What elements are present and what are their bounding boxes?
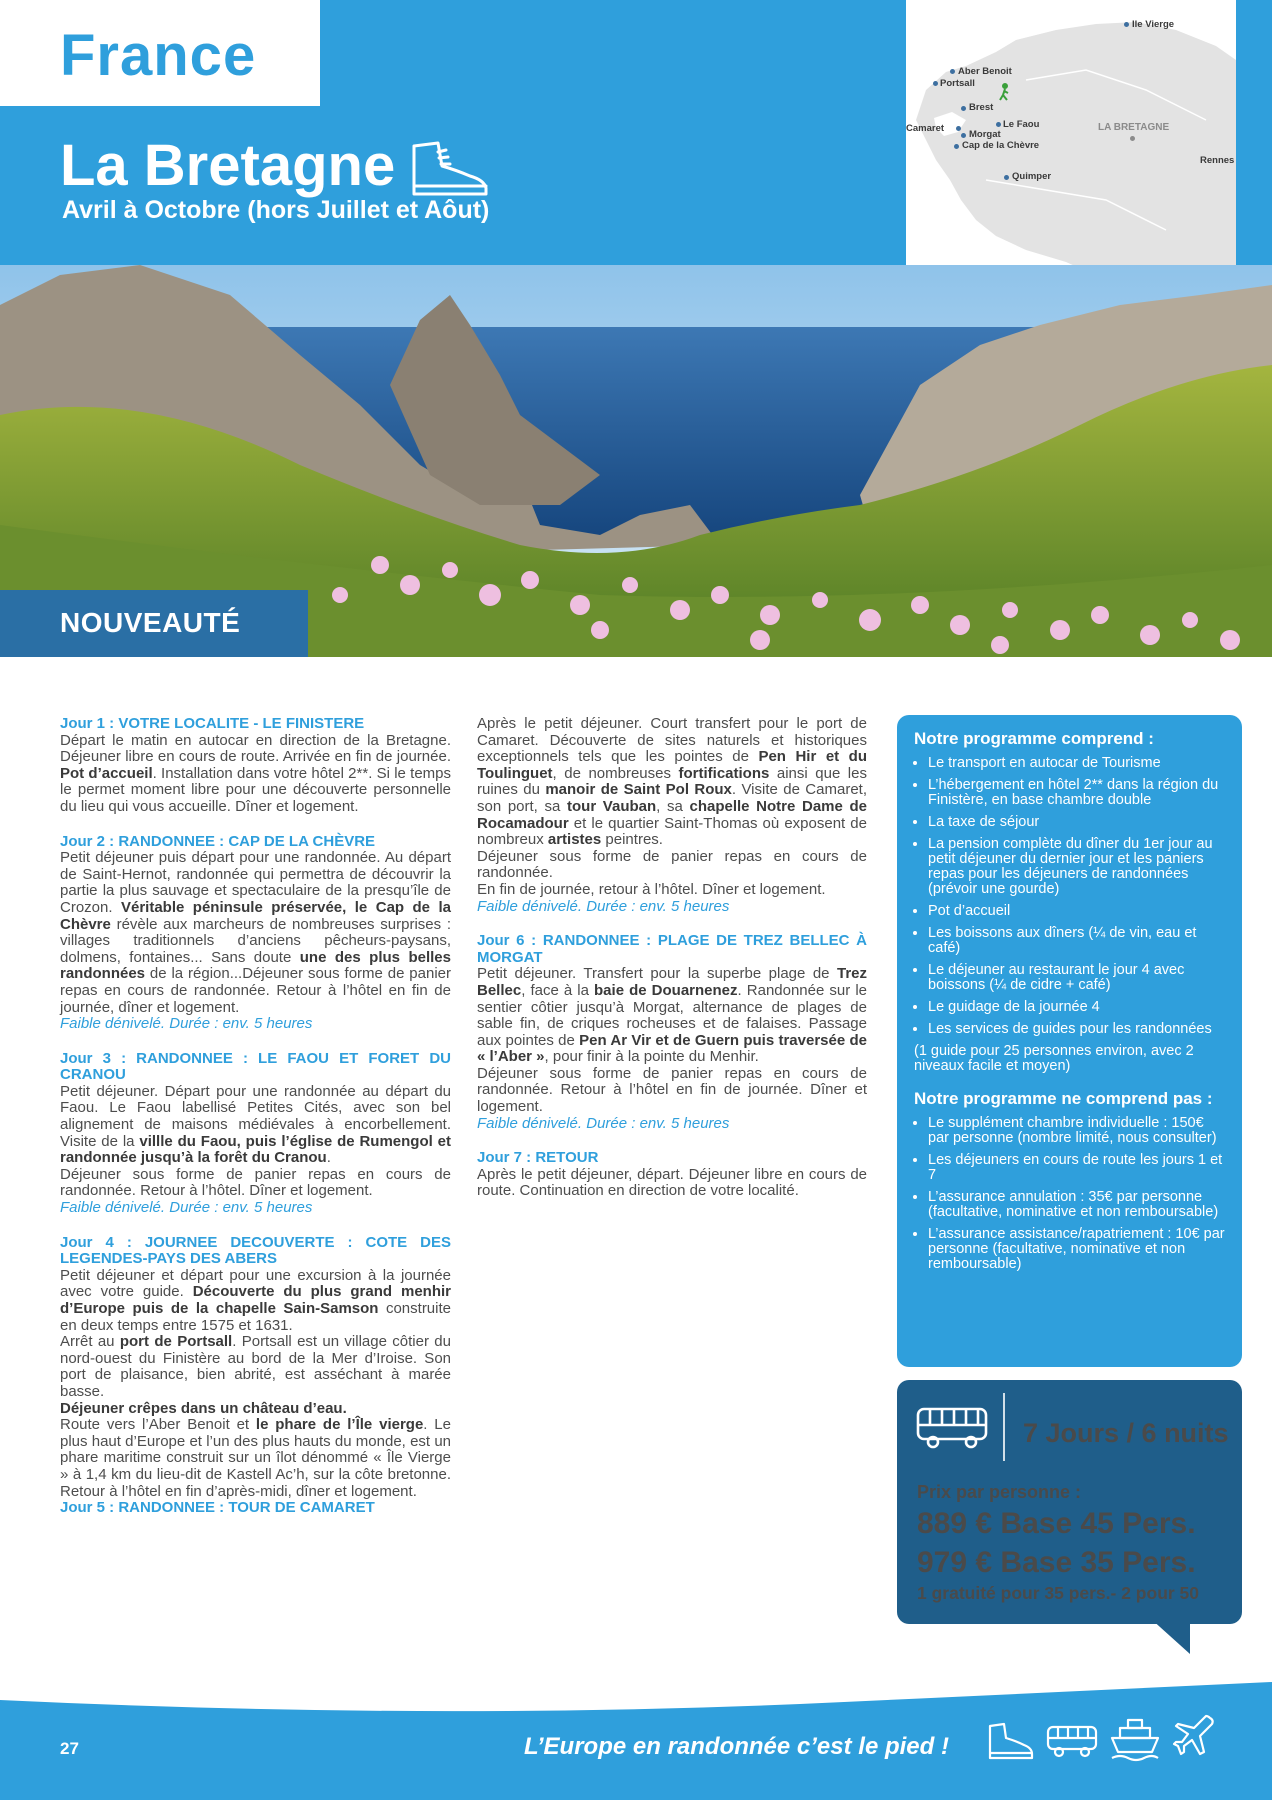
season-dates: Avril à Octobre (hors Juillet et Aôut) — [62, 196, 490, 224]
map-dot-camaret — [956, 126, 961, 131]
map-dot-ile-vierge — [1124, 22, 1129, 27]
hiking-boot-icon — [408, 140, 490, 200]
map-label-portsall: Portsall — [940, 78, 975, 89]
price-label: Prix par personne : — [917, 1482, 1082, 1502]
price-box-tail — [1150, 1618, 1190, 1654]
day-4-text-2: Arrêt au port de Portsall. Portsall est un village côtier du nord-ouest du Finistère au bord de la Mer d’Iroise. Son port de plaisance, bien abrité, est asséchant à marée basse. — [60, 1333, 451, 1400]
ship-footer-icon — [1110, 1716, 1160, 1762]
day-6-text: Petit déjeuner. Transfert pour la superbe plage de Trez Bellec, face à la baie de Douarnenez. Randonnée sur le sentier côtier jusqu’à Morgat, alternance de plages de sable fin, de criques rocheuses et de falaises. Passage aux pointes de Pen Ar Vir et de Guern puis traversée de « l’Aber », pour finir à la pointe du Menhir. — [477, 965, 868, 1066]
map-dot-quimper — [1004, 175, 1009, 180]
day-7-text: Après le petit déjeuner, départ. Déjeuner libre en cours de route. Continuation en direction de votre localité. — [477, 1165, 867, 1200]
day-5-title: Jour 5 : RANDONNEE : TOUR DE CAMARET — [60, 1499, 375, 1517]
map-label-rennes: Rennes — [1200, 155, 1235, 166]
map-label-aber-benoit: Aber Benoit — [958, 66, 1012, 77]
day-5-text: Après le petit déjeuner. Court transfert pour le port de Camaret. Découverte de sites naturels et historiques exceptionnels tels que les pointes de Pen Hir et du Toulinguet, de nombreuses fortifications ainsi que les ruines du manoir de Saint Pol Roux. Visite de Camaret, son port, sa tour Vauban, sa chapelle Notre Dame de Rocamadour et le quartier Saint-Thomas où exposent de nombreux artistes peintres. — [477, 715, 867, 849]
includes-title: Notre programme comprend : — [914, 729, 1154, 748]
includes-list — [914, 756, 1228, 1037]
includes-item: • La pension complète du dîner du 1er jour au petit déjeuner du dernier jour et les paniers repas pour les déjeuners de randonnées (prévoir une gourde) — [928, 837, 1228, 897]
map-dot-portsall — [933, 81, 938, 86]
map-label-quimper: Quimper — [1012, 171, 1052, 182]
day-6-title: Jour 6 : RANDONNEE : PLAGE DE TREZ BELLEC À MORGAT — [477, 932, 867, 966]
day-3-note: Faible dénivelé. Durée : env. 5 heures — [60, 1199, 313, 1217]
excludes-item: • L’assurance assistance/rapatriement : 10€ par personne (facultative, nominative et non remboursable) — [928, 1227, 1228, 1272]
day-7-title: Jour 7 : RETOUR — [477, 1149, 599, 1167]
program-includes-box — [897, 715, 1242, 1367]
day-5-note: Faible dénivelé. Durée : env. 5 heures — [477, 897, 730, 915]
boot-footer-icon — [986, 1722, 1034, 1762]
includes-item: • Le déjeuner au restaurant le jour 4 avec boissons (¼ de cidre + café) — [928, 963, 1228, 993]
map-dot-region — [1130, 136, 1135, 141]
day-3-text: Petit déjeuner. Départ pour une randonnée au départ du Faou. Le Faou labellisé Petites Cités, avec son bel alignement de maisons médiévales à encorbellement. Visite de la villle du Faou, puis l’église de Rumengol et randonnée jusqu’à la forêt du Cranou. — [60, 1082, 451, 1167]
trip-duration: 7 Jours / 6 nuits — [1023, 1418, 1229, 1448]
day-2-title: Jour 2 : RANDONNEE : CAP DE LA CHÈVRE — [60, 832, 376, 850]
map-label-camaret: Camaret — [906, 123, 945, 134]
gratuity-info: 1 gratuité pour 35 pers.- 2 pour 50 — [917, 1583, 1200, 1603]
excludes-title: Notre programme ne comprend pas : — [914, 1089, 1213, 1108]
day-3-text-2: Déjeuner sous forme de panier repas en cours de randonnée. Retour à l’hôtel. Dîner et logement. — [60, 1165, 451, 1200]
price-base-45: 889 € Base 45 Pers. — [917, 1507, 1196, 1540]
map-dot-le-faou — [996, 122, 1001, 127]
day-2-text: Petit déjeuner puis départ pour une randonnée. Au départ de Saint-Hernot, randonnée qui permettra de découvrir la partie la plus sauvage et spectaculaire de la presqu’île de Crozon. Véritable péninsule préservée, le Cap de la Chèvre révèle aux marcheurs de nombreuses surprises : villages traditionnels d’anciens pêcheurs-paysans, dolmens, fontaines... Sans doute une des plus belles randonnées de la région...Déjeuner sous forme de panier repas en cours de randonnée. Retour à l’hôtel en fin de journée, dîner et logement. — [60, 849, 451, 1016]
price-separator — [1003, 1393, 1005, 1461]
day-2-note: Faible dénivelé. Durée : env. 5 heures — [60, 1015, 313, 1033]
includes-item: • La taxe de séjour — [928, 815, 1228, 830]
day-4-text: Petit déjeuner et départ pour une excursion à la journée avec votre guide. Découverte du plus grand menhir d’Europe puis de la chapelle Sain-Samson construite en deux temps entre 1575 et 1631. — [60, 1266, 451, 1334]
map-label-cap-chevre: Cap de la Chèvre — [962, 140, 1040, 151]
map-label-morgat: Morgat — [969, 129, 1001, 140]
region-title: La Bretagne — [60, 133, 396, 198]
includes-item: • Le guidage de la journée 4 — [928, 1000, 1228, 1015]
day-1-text: Départ le matin en autocar en direction de la Bretagne. Déjeuner libre en cours de route. Arrivée en fin de journée. Pot d’accueil. Installation dans votre hôtel 2**. Si le temps le permet moment libre pour une découverte personnelle du lieu qui vous accueille. Dîner et logement. — [60, 731, 451, 815]
day-3-title: Jour 3 : RANDONNEE : LE FAOU ET FORET DU CRANOU — [60, 1049, 451, 1084]
map-label-region: LA BRETAGNE — [1098, 122, 1170, 133]
map-label-ile-vierge: Ile Vierge — [1132, 19, 1175, 30]
excludes-list — [914, 1116, 1228, 1272]
day-6-note: Faible dénivelé. Durée : env. 5 heures — [477, 1114, 730, 1132]
day-1-title: Jour 1 : VOTRE LOCALITE - LE FINISTERE — [60, 715, 365, 732]
excludes-item: • Le supplément chambre individuelle : 150€ par personne (nombre limité, nous consulter) — [928, 1116, 1228, 1146]
day-5-text-3: En fin de journée, retour à l’hôtel. Dîner et logement. — [477, 880, 826, 898]
bus-icon — [915, 1405, 991, 1451]
day-6-text-2: Déjeuner sous forme de panier repas en cours de randonnée. Retour à l’hôtel en fin de journée. Dîner et logement. — [477, 1064, 867, 1116]
day-4-text-4: Route vers l’Aber Benoit et le phare de l’Île vierge. Le plus haut d’Europe et l’un des plus hauts du monde, est un phare maritime construit sur un îlot dénommé « Île Vierge » à 1,4 km du lieu-dit de Kastell Ac’h, sur la côte bretonne. Retour à l’hôtel en fin d’après-midi, dîner et logement. — [60, 1416, 451, 1500]
includes-guide-note: (1 guide pour 25 personnes environ, avec 2 niveaux facile et moyen) — [914, 1043, 1194, 1074]
map-dot-brest — [961, 106, 966, 111]
itinerary-column-1 — [60, 716, 451, 1517]
itinerary-column-2 — [477, 716, 867, 1200]
includes-item: • Les services de guides pour les randonnées — [928, 1022, 1228, 1037]
includes-item: • Le transport en autocar de Tourisme — [928, 756, 1228, 771]
excludes-item: • Les déjeuners en cours de route les jours 1 et 7 — [928, 1153, 1228, 1183]
day-4-text-3: Déjeuner crêpes dans un château d’eau. — [60, 1399, 347, 1417]
new-badge-label: NOUVEAUTÉ — [60, 607, 241, 638]
excludes-item: • L’assurance annulation : 35€ par personne (facultative, nominative et non remboursable) — [928, 1190, 1228, 1220]
plane-footer-icon — [1172, 1714, 1216, 1758]
includes-item: • L’hébergement en hôtel 2** dans la région du Finistère, en base chambre double — [928, 778, 1228, 808]
includes-item: • Les boissons aux dîners (¼ de vin, eau et café) — [928, 926, 1228, 956]
map-dot-aber-benoit — [950, 69, 955, 74]
footer-slogan: L’Europe en randonnée c’est le pied ! — [524, 1733, 949, 1760]
map-label-le-faou: Le Faou — [1003, 119, 1040, 130]
region-map — [906, 0, 1236, 296]
map-dot-cap-chevre — [954, 144, 959, 149]
map-label-brest: Brest — [969, 102, 994, 113]
day-5-text-2: Déjeuner sous forme de panier repas en cours de randonnée. — [477, 847, 867, 882]
page-number: 27 — [60, 1739, 79, 1758]
map-dot-morgat — [961, 133, 966, 138]
country-title: France — [60, 23, 257, 88]
price-base-35: 979 € Base 35 Pers. — [917, 1546, 1196, 1579]
day-4-title: Jour 4 : JOURNEE DECOUVERTE : COTE DES LEGENDES-PAYS DES ABERS — [60, 1233, 451, 1268]
bus-footer-icon — [1046, 1724, 1098, 1760]
includes-item: • Pot d’accueil — [928, 904, 1228, 919]
